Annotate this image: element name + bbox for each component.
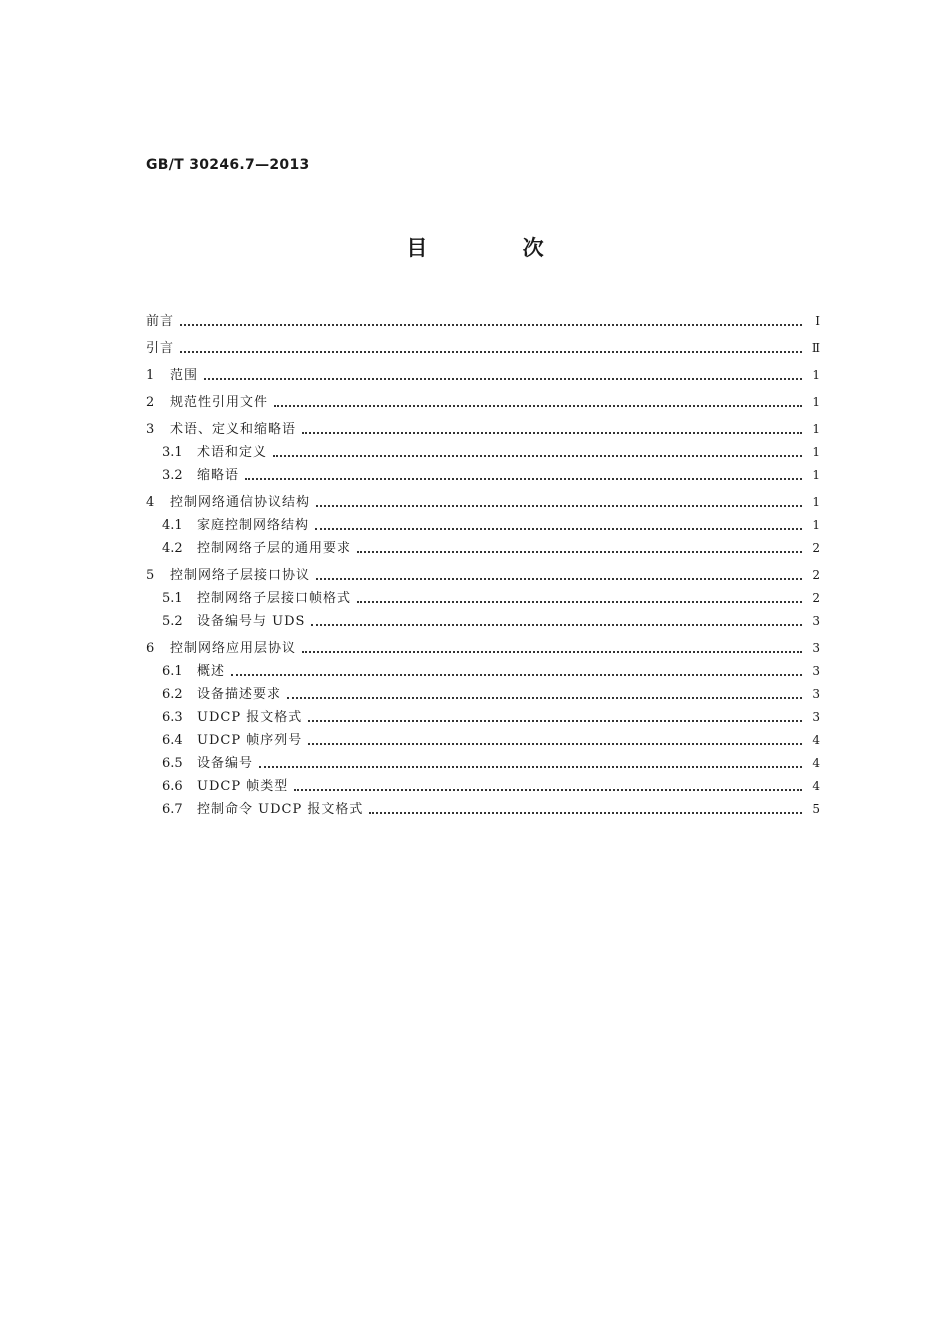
toc-entry-number: 3 [146,422,155,437]
toc-dot-leader [357,551,802,553]
toc-entry[interactable] [146,726,820,749]
toc-entry-label: 设备编号 [197,756,254,771]
toc-entry-number: 6.4 [162,733,183,748]
toc-entry[interactable] [146,534,820,557]
toc-entry-number: 4 [146,495,155,510]
toc-entry-label: 设备编号与 UDS [197,614,306,629]
toc-entry-label: 家庭控制网络结构 [197,518,310,533]
toc-entry-label: 控制网络子层接口协议 [170,568,311,583]
toc-dot-leader [274,405,802,407]
toc-dot-leader [273,455,802,457]
toc-entry-page: 5 [812,802,820,816]
toc-entry[interactable] [146,384,820,411]
toc-entry-label: 术语和定义 [197,445,268,460]
toc-entry-page: 4 [812,756,820,770]
toc-entry-page: Ⅰ [815,314,820,328]
table-of-contents [146,303,820,818]
toc-entry-number: 6.1 [162,664,183,679]
toc-entry-number: 6.3 [162,710,183,725]
toc-entry-page: 1 [812,468,820,482]
toc-entry[interactable] [146,703,820,726]
toc-entry-label: 设备描述要求 [197,687,282,702]
toc-entry-label: 术语、定义和缩略语 [170,422,297,437]
toc-entry[interactable] [146,484,820,511]
toc-entry[interactable] [146,630,820,657]
toc-entry-page: 3 [812,687,820,701]
toc-entry[interactable] [146,795,820,818]
toc-entry-page: 1 [812,368,820,382]
toc-entry[interactable] [146,680,820,703]
toc-entry-page: Ⅱ [811,341,820,355]
toc-dot-leader [180,351,802,353]
toc-entry[interactable] [146,607,820,630]
toc-entry[interactable] [146,357,820,384]
toc-entry-label: UDCP 帧类型 [197,779,289,794]
toc-entry-page: 3 [812,664,820,678]
toc-entry-number: 6.7 [162,802,183,817]
toc-entry[interactable] [146,461,820,484]
toc-entry-number: 4.2 [162,541,183,556]
toc-entry-number: 3.2 [162,468,183,483]
toc-entry-label: UDCP 报文格式 [197,710,303,725]
toc-dot-leader [302,432,802,434]
toc-entry[interactable] [146,584,820,607]
toc-entry-label: 引言 [146,341,175,356]
toc-entry[interactable] [146,438,820,461]
toc-entry-number: 5.2 [162,614,183,629]
toc-entry-page: 4 [812,733,820,747]
toc-entry-label: 缩略语 [197,468,240,483]
toc-dot-leader [369,812,802,814]
toc-dot-leader [204,378,802,380]
toc-entry-label: 控制网络子层接口帧格式 [197,591,352,606]
toc-dot-leader [316,578,802,580]
toc-entry-page: 2 [812,591,820,605]
toc-entry-number: 6 [146,641,155,656]
toc-entry-number: 6.5 [162,756,183,771]
toc-entry-label: 前言 [146,314,175,329]
toc-entry-number: 6.2 [162,687,183,702]
toc-dot-leader [308,720,802,722]
toc-entry-label: 概述 [197,664,226,679]
toc-dot-leader [245,478,802,480]
toc-dot-leader [316,505,802,507]
toc-dot-leader [357,601,802,603]
toc-entry-number: 5 [146,568,155,583]
toc-entry-label: 控制命令 UDCP 报文格式 [197,802,364,817]
toc-entry-label: 控制网络通信协议结构 [170,495,311,510]
toc-entry[interactable] [146,303,820,330]
toc-entry-label: 范围 [170,368,199,383]
toc-entry[interactable] [146,511,820,534]
toc-dot-leader [180,324,802,326]
toc-entry-number: 2 [146,395,155,410]
toc-entry-page: 1 [812,495,820,509]
toc-dot-leader [311,624,802,626]
toc-entry-label: 控制网络子层的通用要求 [197,541,352,556]
toc-entry-page: 3 [812,641,820,655]
toc-entry[interactable] [146,411,820,438]
toc-entry[interactable] [146,749,820,772]
toc-dot-leader [231,674,802,676]
toc-dot-leader [294,789,802,791]
toc-entry-page: 3 [812,614,820,628]
toc-entry-number: 1 [146,368,155,383]
toc-entry-number: 4.1 [162,518,183,533]
standard-code: GB/T 30246.7—2013 [146,157,310,173]
toc-entry-page: 1 [812,445,820,459]
toc-entry-page: 1 [812,422,820,436]
toc-entry-page: 4 [812,779,820,793]
toc-dot-leader [315,528,802,530]
toc-entry-page: 1 [812,395,820,409]
toc-entry[interactable] [146,772,820,795]
toc-entry[interactable] [146,657,820,680]
toc-dot-leader [259,766,802,768]
toc-entry-page: 2 [812,541,820,555]
toc-entry-label: 规范性引用文件 [170,395,269,410]
toc-entry-page: 2 [812,568,820,582]
toc-entry-label: UDCP 帧序列号 [197,733,303,748]
toc-entry-page: 3 [812,710,820,724]
toc-entry-number: 5.1 [162,591,183,606]
toc-entry[interactable] [146,557,820,584]
toc-entry-number: 6.6 [162,779,183,794]
toc-dot-leader [287,697,802,699]
toc-dot-leader [302,651,802,653]
toc-entry-label: 控制网络应用层协议 [170,641,297,656]
toc-dot-leader [308,743,802,745]
toc-entry-number: 3.1 [162,445,183,460]
toc-title: 目 次 [406,236,588,260]
toc-entry[interactable] [146,330,820,357]
toc-entry-page: 1 [812,518,820,532]
